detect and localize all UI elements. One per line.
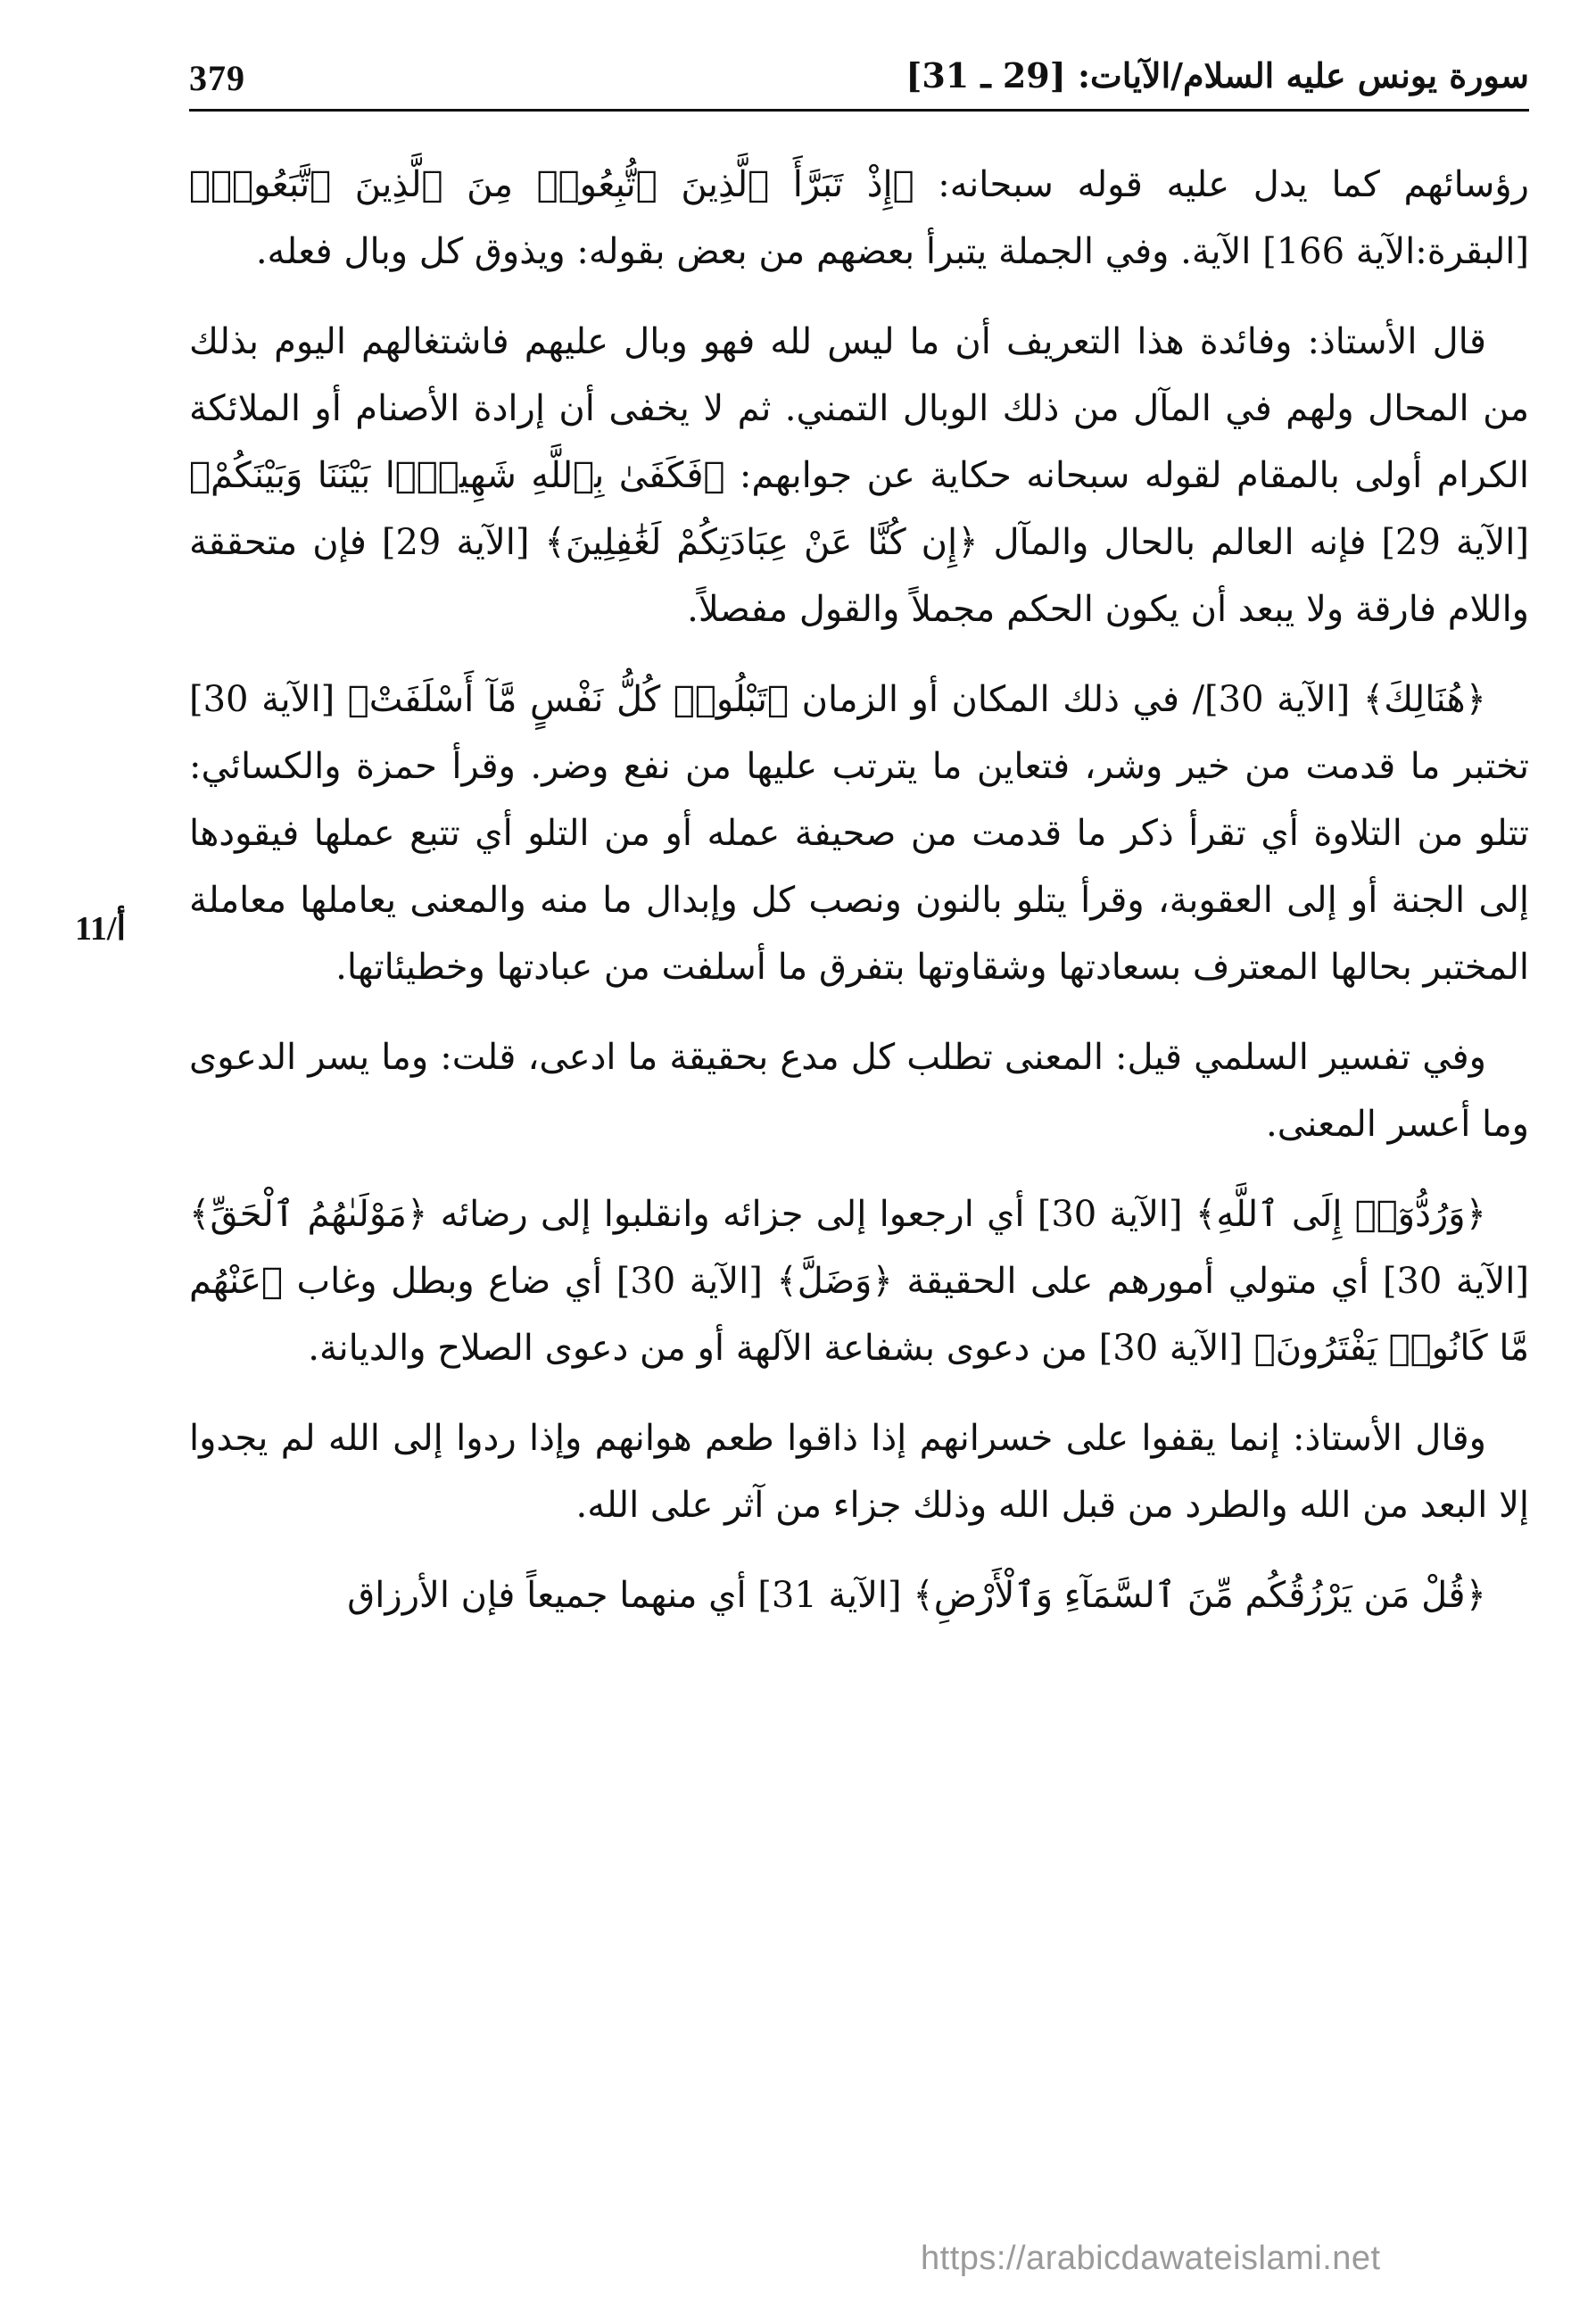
paragraph-6: وقال الأستاذ: إنما يقفوا على خسرانهم إذا ذاقوا طعم هوانهم وإذا ردوا إلى الله لم يجدوا إلا البعد من الله والطرد من قبل الله وذلك جزاء من آثر على الله. xyxy=(189,1418,1529,1526)
watermark-url: https://arabicdawateislami.net xyxy=(921,2240,1381,2277)
paragraph-3: ﴿هُنَالِكَ﴾ [الآية 30]/ في ذلك المكان أو الزمان ﴿تَبْلُوا۟ كُلُّ نَفْسٍ مَّآ أَسْلَفَتْ﴾ [الآية 30] تختبر ما قدمت من خير وشر، فتعاين ما يترتب عليها من نفع وضر. وقرأ حمزة والكسائي: تتلو من التلاوة أي تقرأ ذكر ما قدمت من صحيفة عمله أو من التلو أي تتبع عملها فيقودها إلى الجنة أو إلى العقوبة، وقرأ يتلو بالنون ونصب كل وإبدال ما منه والمعنى يعاملها معاملة المختبر بحالها المعترف بسعادتها وشقاوتها بتفرق ما أسلفت من عبادتها وخطيئاتها. xyxy=(189,679,1529,988)
paragraph-5: ﴿وَرُدُّوٓا۟ إِلَى ٱللَّهِ﴾ [الآية 30] أي ارجعوا إلى جزائه وانقلبوا إلى رضائه ﴿مَوْلَىٰهُمُ ٱلْحَقِّ﴾ [الآية 30] أي متولي أمورهم على الحقيقة ﴿وَضَلَّ﴾ [الآية 30] أي ضاع وبطل وغاب ﴿عَنْهُم مَّا كَانُوا۟ يَفْتَرُونَ﴾ [الآية 30] من دعوى بشفاعة الآلهة أو من دعوى الصلاح والديانة. xyxy=(189,1194,1529,1369)
paragraph-2: قال الأستاذ: وفائدة هذا التعريف أن ما ليس لله فهو وبال عليهم فاشتغالهم اليوم بذلك من المحال ولهم في المآل من ذلك الوبال التمني. ثم لا يخفى أن إرادة الأصنام أو الملائكة الكرام أولى بالمقام لقوله سبحانه حكاية عن جوابهم: ﴿فَكَفَىٰ بِٱللَّهِ شَهِيدًۢا بَيْنَنَا وَبَيْنَكُمْ﴾ [الآية 29] فإنه العالم بالحال والمآل ﴿إِن كُنَّا عَنْ عِبَادَتِكُمْ لَغَٰفِلِينَ﴾ [الآية 29] فإن متحققة واللام فارقة ولا يبعد أن يكون الحكم مجملاً والقول مفصلاً. xyxy=(189,321,1530,630)
page-header xyxy=(189,52,1529,112)
page-number: 379 xyxy=(189,58,245,98)
paragraph-4: وفي تفسير السلمي قيل: المعنى تطلب كل مدع بحقيقة ما ادعى، قلت: وما يسر الدعوى وما أعسر المعنى. xyxy=(189,1037,1529,1145)
manuscript-folio-marker: 11/أ xyxy=(75,910,127,948)
running-title: سورة يونس عليه السلام/الآيات: [29 ـ 31] xyxy=(906,55,1529,95)
body-text xyxy=(189,152,1529,1660)
paragraph-1: رؤسائهم كما يدل عليه قوله سبحانه: ﴿إِذْ تَبَرَّأَ ٱلَّذِينَ ٱتُّبِعُوا۟ مِنَ ٱلَّذِينَ ٱتَّبَعُوا۟﴾ [البقرة:الآية 166] الآية. وفي الجملة يتبرأ بعضهم من بعض بقوله: ويذوق كل وبال فعله. xyxy=(189,164,1529,272)
paragraph-7: ﴿قُلْ مَن يَرْزُقُكُم مِّنَ ٱلسَّمَآءِ وَٱلْأَرْضِ﴾ [الآية 31] أي منهما جميعاً فإن الأرزاق xyxy=(347,1575,1486,1616)
